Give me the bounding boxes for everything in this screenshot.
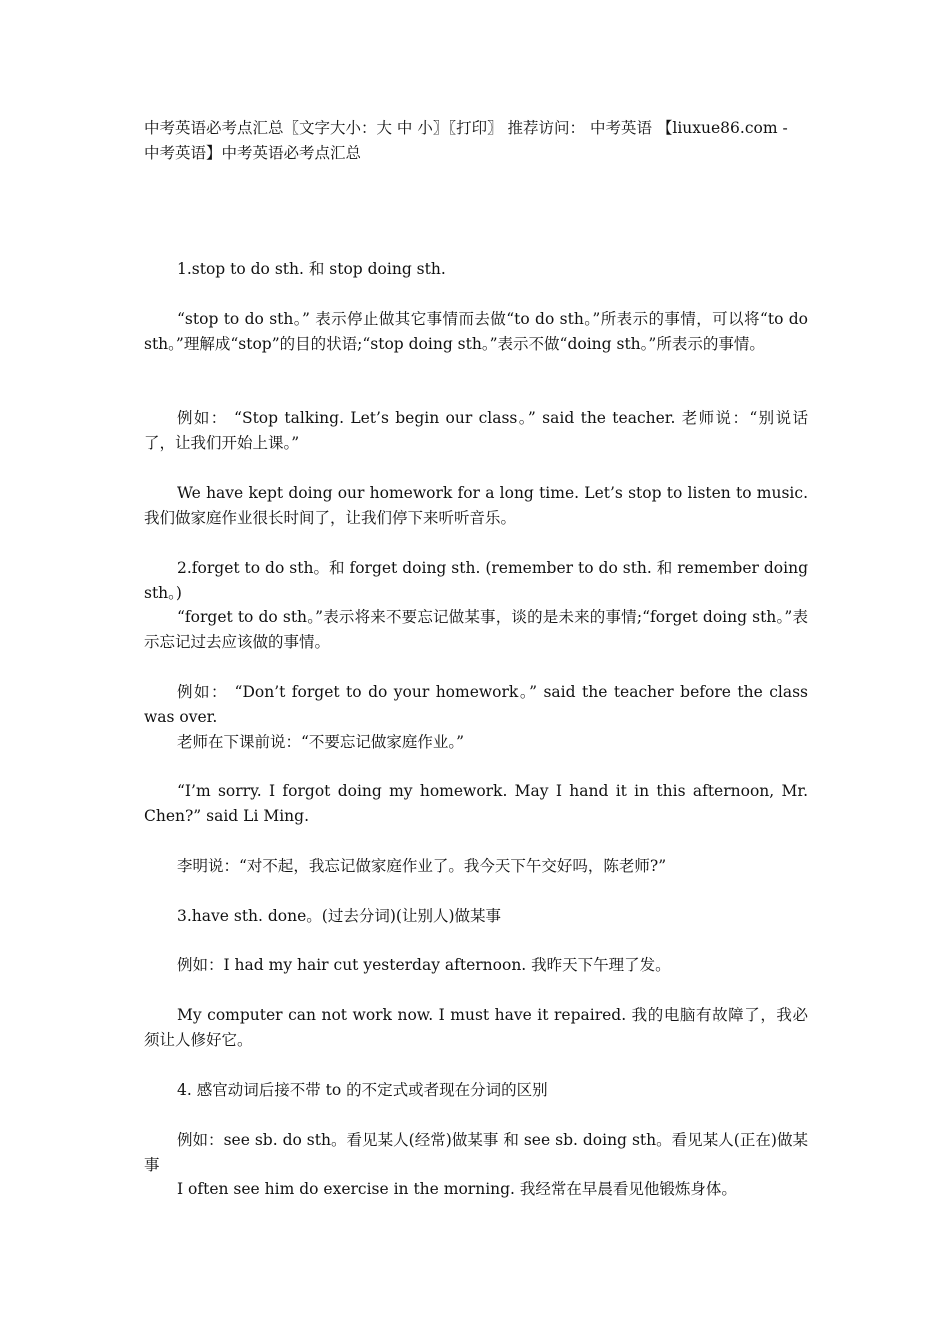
paragraph: “forget to do sth。”表示将来不要忘记做某事，谈的是未来的事情;“forget doing sth。”表示忘记过去应该做的事情。 (144, 607, 808, 651)
paragraph-section-3-title: 3.have sth. done。(过去分词)(让别人)做某事 (177, 906, 501, 925)
paragraph-section-1-title: 1.stop to do sth. 和 stop doing sth. (177, 259, 446, 278)
paragraph-example: 例如： “Stop talking. Let’s begin our class。” said the teacher. 老师说：“别说话了，让我们开始上课。” (144, 408, 808, 452)
paragraph: “I’m sorry. I forgot doing my homework. May I hand it in this afternoon, Mr. Chen?” said Li Ming. (144, 781, 808, 825)
paragraph: “stop to do sth。” 表示停止做其它事情而去做“to do sth。”所表示的事情，可以将“to do sth。”理解成“stop”的目的状语;“stop doing sth。”表示不做“doing sth。”所表示的事情。 (144, 309, 808, 353)
paragraph-example: 例如：I had my hair cut yesterday afternoon. 我昨天下午理了发。 (177, 955, 671, 974)
paragraph-example: 例如：see sb. do sth。看见某人(经常)做某事 和 see sb. doing sth。看见某人(正在)做某事 (144, 1130, 808, 1174)
paragraph: We have kept doing our homework for a long time. Let’s stop to listen to music. 我们做家庭作业很长时间了，让我们停下来听听音乐。 (144, 483, 808, 527)
paragraph: 李明说：“对不起，我忘记做家庭作业了。我今天下午交好吗，陈老师?” (177, 856, 667, 875)
paragraph: I often see him do exercise in the morning. 我经常在早晨看见他锻炼身体。 (177, 1179, 737, 1198)
paragraph: My computer can not work now. I must have it repaired. 我的电脑有故障了，我必须让人修好它。 (144, 1005, 808, 1049)
paragraph-section-4-title: 4. 感官动词后接不带 to 的不定式或者现在分词的区别 (177, 1080, 548, 1099)
paragraph-example: 例如： “Don’t forget to do your homework。” said the teacher before the class was over. (144, 682, 808, 726)
paragraph-section-2-title: 2.forget to do sth。和 forget doing sth. (remember to do sth. 和 remember doing sth。) (144, 558, 808, 602)
page-header: 中考英语必考点汇总〖文字大小：大 中 小〗〖打印〗 推荐访问： 中考英语 【liuxue86.com - 中考英语】中考英语必考点汇总 (144, 119, 788, 162)
paragraph: 老师在下课前说：“不要忘记做家庭作业。” (177, 732, 465, 751)
